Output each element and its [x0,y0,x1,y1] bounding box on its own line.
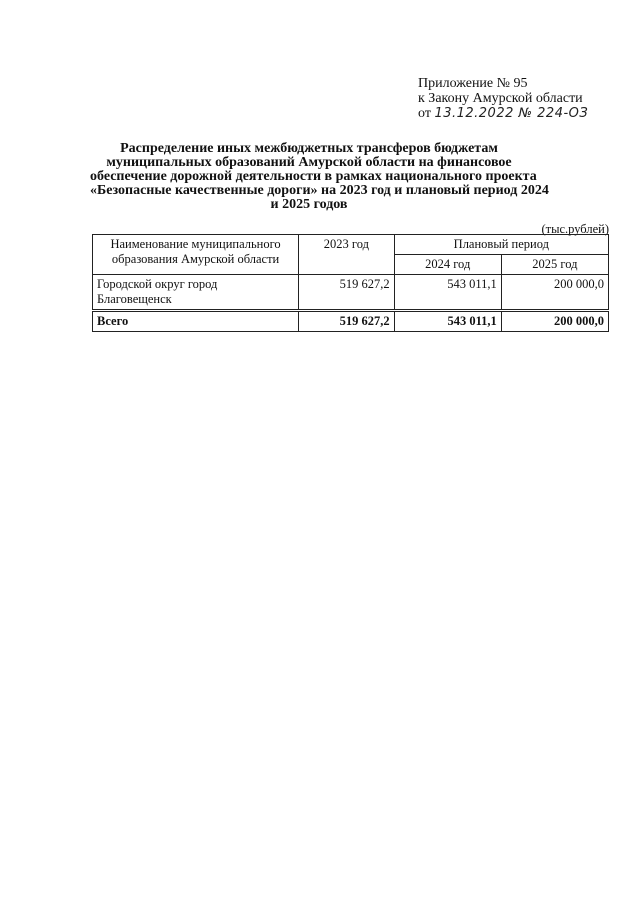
title-line-4: «Безопасные качественные дороги» на 2023 год и плановый период 2024 [90,183,549,198]
header-2024: 2024 год [394,255,501,275]
appendix-number: Приложение № 95 [418,76,528,91]
document-title [90,141,549,212]
appendix-handwritten-date: 13.12.2022 № 224-ОЗ [434,106,589,121]
table-row [93,275,609,311]
title-line-1: Распределение иных межбюджетных трансферов бюджетам [120,141,498,156]
title-line-2: муниципальных образований Амурской области на финансовое [106,155,512,170]
title-line-3: обеспечение дорожной деятельности в рамках национального проекта [90,169,537,184]
total-label: Всего [93,311,299,332]
units-label: (тыс.рублей) [541,222,609,236]
appendix-law-reference: к Закону Амурской области [418,91,583,106]
appendix-header [418,76,588,121]
title-line-5: и 2025 годов [270,197,348,212]
total-row [93,311,609,332]
header-2023: 2023 год [299,235,394,275]
row-value-2025: 200 000,0 [501,275,608,311]
header-planned-period: Плановый период [394,235,608,255]
table-header-row [93,235,609,255]
header-2025: 2025 год [501,255,608,275]
appendix-date-line [418,106,588,121]
row-value-2023: 519 627,2 [299,275,394,311]
total-value-2023: 519 627,2 [299,311,394,332]
total-value-2024: 543 011,1 [394,311,501,332]
row-name: Городской округ город Благовещенск [93,275,299,311]
transfers-table [92,234,609,332]
total-value-2025: 200 000,0 [501,311,608,332]
row-value-2024: 543 011,1 [394,275,501,311]
header-name: Наименование муниципального образования Амурской области [93,235,299,275]
appendix-date-prefix: от [418,106,431,121]
